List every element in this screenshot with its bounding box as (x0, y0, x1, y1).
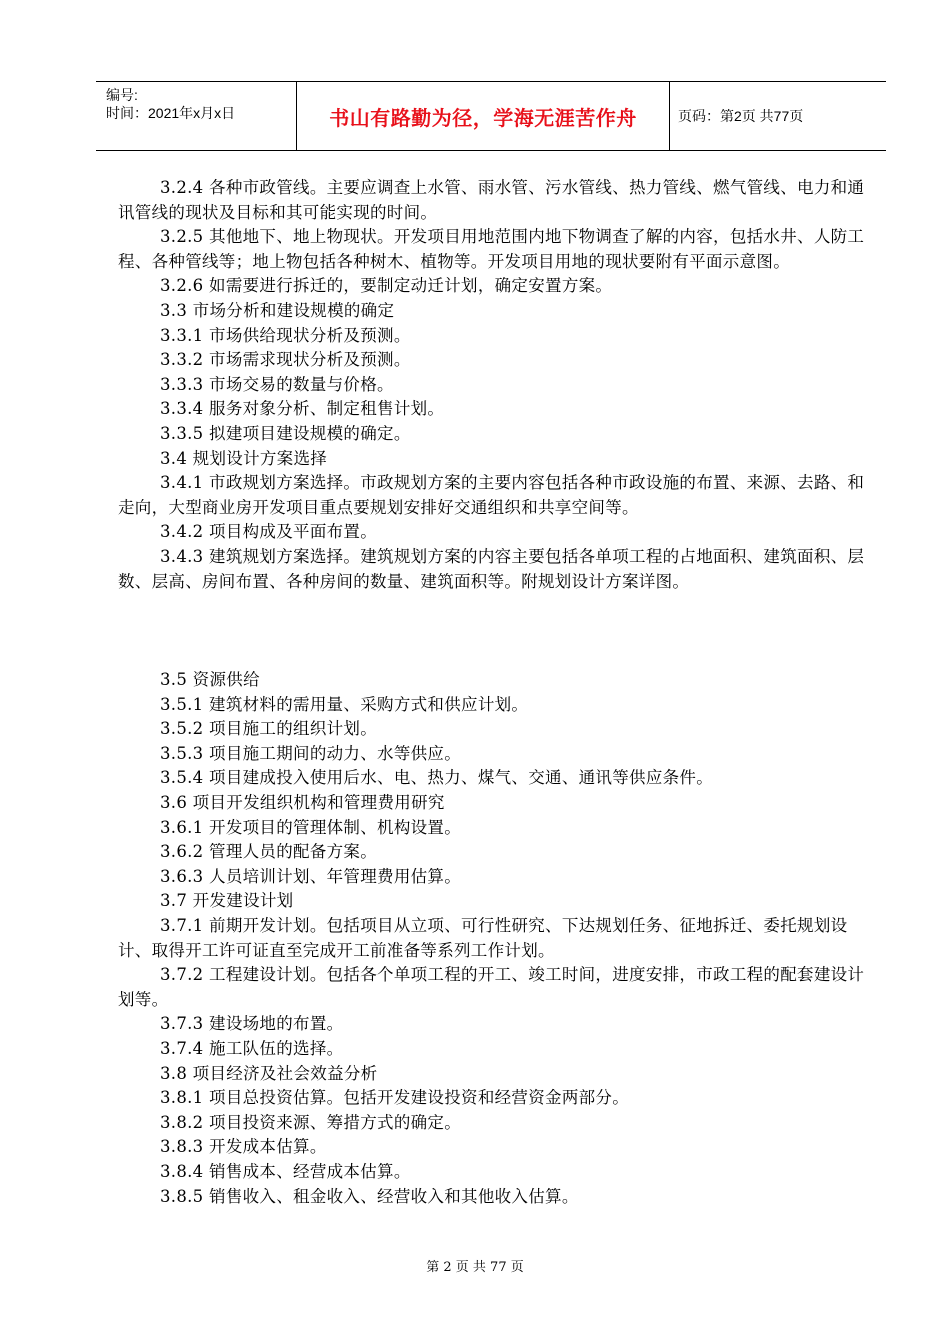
paragraph: 3.2.4 各种市政管线。主要应调查上水管、雨水管、污水管线、热力管线、燃气管线、电力和通讯管线的现状及目标和其可能实现的时间。 (118, 178, 865, 222)
paragraph: 3.4.1 市政规划方案选择。市政规划方案的主要内容包括各种市政设施的布置、来源、去路、和走向，大型商业房开发项目重点要规划安排好交通组织和共享空间等。 (118, 473, 865, 517)
page-header (96, 81, 886, 151)
paragraph: 3.5.2 项目施工的组织计划。 (160, 719, 378, 739)
paragraph: 3.3.2 市场需求现状分析及预测。 (160, 350, 411, 370)
paragraph: 3.3.1 市场供给现状分析及预测。 (160, 325, 411, 345)
header-page-cell (670, 82, 886, 150)
header-motto-cell (297, 82, 670, 150)
document-body (118, 176, 878, 1209)
header-info-cell (96, 82, 297, 150)
paragraph: 3.2.5 其他地下、地上物现状。开发项目用地范围内地下物调查了解的内容，包括水井、人防工程、各种管线等；地上物包括各种树木、植物等。开发项目用地的现状要附有平面示意图。 (118, 227, 865, 271)
paragraph: 3.5.3 项目施工期间的动力、水等供应。 (160, 743, 462, 763)
paragraph: 3.6.1 开发项目的管理体制、机构设置。 (160, 817, 462, 837)
paragraph: 3.3.5 拟建项目建设规模的确定。 (160, 423, 411, 443)
paragraph: 3.2.6 如需要进行拆迁的，要制定动迁计划，确定安置方案。 (160, 276, 613, 296)
paragraph: 3.3.4 服务对象分析、制定租售计划。 (160, 399, 445, 419)
section-heading: 3.6 项目开发组织机构和管理费用研究 (160, 793, 445, 813)
paragraph: 3.7.4 施工队伍的选择。 (160, 1039, 344, 1058)
paragraph: 3.6.3 人员培训计划、年管理费用估算。 (160, 866, 462, 886)
section-heading: 3.4 规划设计方案选择 (160, 448, 328, 468)
paragraph: 3.5.1 建筑材料的需用量、采购方式和供应计划。 (160, 694, 529, 714)
header-motto: 书山有路勤为径，学海无涯苦作舟 (329, 107, 637, 130)
paragraph: 3.7.2 工程建设计划。包括各个单项工程的开工、竣工时间，进度安排，市政工程的配套建设计划等。 (118, 965, 865, 1009)
paragraph: 3.7.1 前期开发计划。包括项目从立项、可行性研究、下达规划任务、征地拆迁、委托规划设计、取得开工许可证直至完成开工前准备等系列工作计划。 (118, 916, 848, 960)
section-heading: 3.3 市场分析和建设规模的确定 (160, 300, 395, 320)
paragraph: 3.3.3 市场交易的数量与价格。 (160, 374, 394, 394)
blank-gap (118, 594, 878, 668)
section-heading: 3.5 资源供给 (160, 670, 260, 690)
paragraph: 3.6.2 管理人员的配备方案。 (160, 842, 378, 862)
paragraph: 3.4.2 项目构成及平面布置。 (160, 522, 378, 542)
paragraph: 3.7.3 建设场地的布置。 (160, 1014, 344, 1034)
section-heading: 3.8 项目经济及社会效益分析 (160, 1063, 378, 1083)
paragraph: 3.8.3 开发成本估算。 (160, 1137, 327, 1157)
paragraph: 3.8.2 项目投资来源、筹措方式的确定。 (160, 1112, 462, 1132)
paragraph: 3.4.3 建筑规划方案选择。建筑规划方案的内容主要包括各单项工程的占地面积、建筑面积、层数、层高、房间布置、各种房间的数量、建筑面积等。附规划设计方案详图。 (118, 546, 865, 591)
paragraph: 3.8.5 销售收入、租金收入、经营收入和其他收入估算。 (160, 1186, 579, 1206)
paragraph: 3.8.1 项目总投资估算。包括开发建设投资和经营资金两部分。 (160, 1088, 630, 1108)
page-footer: 第 2 页 共 77 页 (426, 1260, 524, 1275)
document-time-label: 时间：2021年x月x日 (106, 105, 236, 121)
paragraph: 3.8.4 销售成本、经营成本估算。 (160, 1161, 411, 1181)
header-page-code: 页码：第2页 共77页 (678, 108, 804, 124)
section-heading: 3.7 开发建设计划 (160, 891, 294, 911)
document-number-label: 编号: (106, 87, 138, 103)
paragraph: 3.5.4 项目建成投入使用后水、电、热力、煤气、交通、通讯等供应条件。 (160, 768, 714, 788)
